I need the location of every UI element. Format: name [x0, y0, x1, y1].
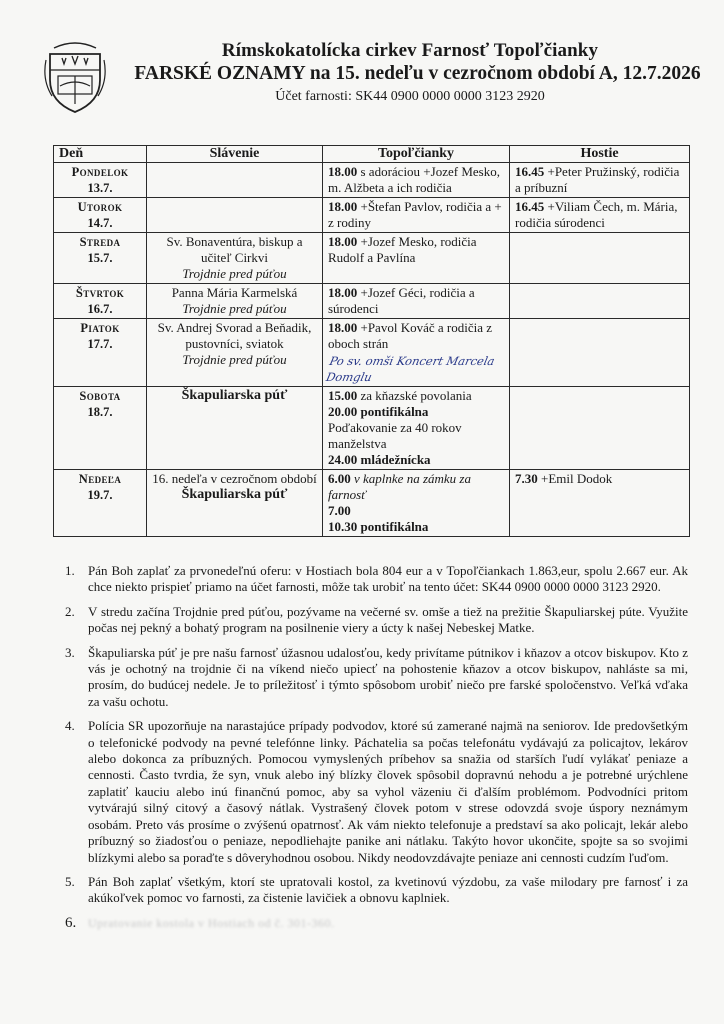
announcements-list	[60, 563, 688, 939]
celebration-cell	[147, 163, 323, 198]
mass-intention: +Viliam Čech, m. Mária, rodičia súrodenci	[515, 199, 678, 230]
celebration-text: Trojdnie pred púťou	[182, 352, 287, 367]
mass-intention: +Štefan Pavlov, rodičia a + z rodiny	[328, 199, 502, 230]
parish-title: Rímskokatolícka cirkev Farnosť Topoľčianky	[221, 40, 599, 61]
topolcianky-cell	[323, 198, 510, 233]
mass-time: 24.00 mládežnícka	[328, 452, 431, 467]
day-date: 13.7.	[87, 181, 113, 195]
celebration-text: Škapuliarska púť	[181, 388, 288, 403]
mass-time: 7.30	[515, 471, 538, 486]
mass-intention: +Jozef Géci, rodičia a súrodenci	[328, 285, 475, 316]
column-header-celebration: Slávenie	[147, 146, 323, 163]
announcement-text: Polícia SR upozorňuje na narastajúce prípady podvodov, ktoré sú zamerané najmä na seniorov. Ide predovšetkým o telefonické podvody na pevné telefónne linky. Páchatelia sa počas telefonátu vydávajú za policajtov, lekárov alebo dokonca za príbuzných. Pomocou vymyslených príbehov sa snažia od starších ľudí vylákať peniaze a cennosti. Často tvrdia, že syn, vnuk alebo iný blízky človek spôsobil dopravnú nehodu a je potrebné urýchlene zaplatiť kauciu alebo inú finančnú pomoc, aby sa vyhol väzeniu či ďalším problémom. Podvodníci pritom vytvárajú silný citový a časový nátlak. Vystrašený človek potom v strese odovzdá svoje úspory neznámym osobám. Preto vás prosíme o zvýšenú opatrnosť. Ak vám niekto telefonuje a predstaví sa ako policajt, lekár alebo príbuzný so žiadosťou o peniaze, nepodliehajte panike ani nátlaku. Takýto hovor ukončite, spojte sa so svojimi blízkymi alebo sa poraďte s dôveryhodnou osobou. Nikdy neodovzdávajte peniaze ani cennosti cudzím ľuďom.	[88, 718, 688, 865]
mass-intention: s adoráciou +Jozef Mesko, m. Alžbeta a ich rodičia	[328, 164, 500, 195]
mass-time: 15.00	[328, 388, 358, 403]
celebration-cell	[147, 470, 323, 537]
day-name: Utorok	[77, 200, 123, 214]
mass-time: 18.00	[328, 199, 358, 214]
day-cell	[54, 198, 147, 233]
mass-entry	[328, 420, 504, 452]
mass-entry	[328, 164, 504, 196]
schedule-row	[54, 284, 690, 319]
mass-entry	[328, 285, 504, 317]
announcement-text: Upratovanie kostola v Hostiach od č. 301-360.	[88, 915, 335, 930]
mass-intention: +Pavol Kováč a rodičia z oboch strán	[328, 320, 493, 351]
announcement-item	[60, 874, 688, 907]
day-name: Pondelok	[71, 165, 129, 179]
schedule-row	[54, 387, 690, 470]
announcement-number: 5.	[65, 873, 75, 889]
mass-time: 18.00	[328, 234, 358, 249]
column-header-hostie: Hostie	[510, 146, 690, 163]
mass-entry	[515, 199, 684, 231]
mass-entry	[515, 471, 684, 487]
mass-intention: za kňazské povolania	[357, 388, 472, 403]
celebration-cell	[147, 198, 323, 233]
mass-entry	[328, 452, 504, 468]
mass-entry	[328, 388, 504, 404]
announcement-text: Škapuliarska púť je pre našu farnosť úžasnou udalosťou, kedy privítame pútnikov i kňazov a otcov biskupov. Kto z vás je ochotný na trojdnie či na víkend niečo upiecť na pohostenie kňazov a otcov biskupov, nahláste sa mi, prosím, do budúcej nedele. Je to príležitosť i týmto spôsobom urobiť niečo pre farské spoločenstvo. Veľká vďaka za vašu ochotu.	[88, 644, 688, 709]
mass-intention: +Jozef Mesko, rodičia Rudolf a Pavlína	[328, 234, 477, 265]
day-date: 17.7.	[87, 337, 113, 351]
mass-entry	[328, 320, 504, 352]
day-date: 16.7.	[87, 302, 113, 316]
celebration-cell	[147, 387, 323, 470]
topolcianky-cell	[323, 319, 510, 387]
day-cell	[54, 387, 147, 470]
column-header-day: Deň	[54, 146, 147, 163]
announcement-number: 2.	[65, 603, 75, 619]
schedule-header-row	[54, 146, 690, 163]
announcement-text: Pán Boh zaplať všetkým, ktorí ste upratovali kostol, za kvetinovú výzdobu, za vaše milodary pre farnosť i za akúkoľvek pomoc vo farnosti, za čistenie lavičiek a obnovu kaplniek.	[88, 873, 688, 906]
bulletin-title: FARSKÉ OZNAMY na 15. nedeľu v cezročnom období A, 12.7.2026	[134, 63, 701, 84]
mass-entry	[515, 164, 684, 196]
day-name: Nedeľa	[78, 472, 122, 486]
announcement-item	[60, 563, 688, 596]
announcement-number: 3.	[65, 644, 75, 660]
day-cell	[54, 163, 147, 198]
mass-time: 18.00	[328, 164, 358, 179]
mass-entry	[328, 234, 504, 266]
announcement-number: 6.	[65, 914, 77, 931]
celebration-cell	[147, 284, 323, 319]
day-name: Štvrtok	[75, 286, 125, 300]
mass-time: 20.00 pontifikálna	[328, 404, 429, 419]
announcement-item	[60, 718, 688, 866]
topolcianky-cell	[323, 470, 510, 537]
day-name: Streda	[79, 235, 121, 249]
hostie-cell	[510, 198, 690, 233]
mass-time: 18.00	[328, 320, 358, 335]
celebration-text: Sv. Bonaventúra, biskup a učiteľ Cirkvi	[166, 234, 303, 265]
celebration-text: Trojdnie pred púťou	[182, 301, 287, 316]
mass-intention: +Peter Pružinský, rodičia a príbuzní	[515, 164, 680, 195]
day-cell	[54, 233, 147, 284]
announcement-text: Pán Boh zaplať za prvonedeľnú oferu: v Hostiach bola 804 eur a v Topoľčiankach 1.863,eur, spolu 2.667 eur. Ak chce niekto prispieť priamo na účet farnosti, môže tak urobiť na tento účet: SK44 0900 0000 0000 3123 2920.	[88, 563, 688, 595]
mass-intention: Poďakovanie za 40 rokov manželstva	[328, 420, 462, 451]
day-name: Piatok	[80, 321, 120, 335]
mass-intention: v kaplnke na zámku za farnosť	[328, 471, 471, 502]
topolcianky-cell	[323, 233, 510, 284]
announcement-text: V stredu začína Trojdnie pred púťou, pozývame na večerné sv. omše a tiež na prežitie Škapuliarskej púte. Využite počas nej pekný a bohatý program na posilnenie viery a úcty k našej Nebeskej Matke.	[88, 603, 688, 636]
mass-time: 16.45	[515, 164, 545, 179]
hostie-cell	[510, 387, 690, 470]
topolcianky-cell	[323, 163, 510, 198]
day-cell	[54, 284, 147, 319]
hostie-cell	[510, 470, 690, 537]
topolcianky-cell	[323, 387, 510, 470]
mass-time: 16.45	[515, 199, 545, 214]
mass-time: 6.00	[328, 471, 351, 486]
handwritten-note: Po sv. omši Koncert Marcela Domglu	[324, 354, 497, 384]
mass-time: 7.00	[328, 503, 351, 518]
schedule-table	[53, 145, 690, 537]
mass-entry	[328, 471, 504, 503]
day-date: 14.7.	[87, 216, 113, 230]
mass-entry	[328, 503, 504, 519]
column-header-topolcianky: Topoľčianky	[323, 146, 510, 163]
hostie-cell	[510, 163, 690, 198]
schedule-row	[54, 470, 690, 537]
schedule-row	[54, 319, 690, 387]
announcement-item	[60, 915, 688, 931]
hostie-cell	[510, 284, 690, 319]
mass-time: 10.30 pontifikálna	[328, 519, 429, 534]
celebration-cell	[147, 233, 323, 284]
celebration-text: Sv. Andrej Svorad a Beňadik, pustovníci, sviatok	[157, 320, 312, 351]
parish-account: Účet farnosti: SK44 0900 0000 0000 3123 2920	[275, 89, 545, 104]
hostie-cell	[510, 233, 690, 284]
celebration-text: 16. nedeľa v cezročnom období	[152, 471, 317, 486]
celebration-cell	[147, 319, 323, 387]
schedule-row	[54, 163, 690, 198]
mass-time: 18.00	[328, 285, 358, 300]
hostie-cell	[510, 319, 690, 387]
day-date: 19.7.	[87, 488, 113, 502]
mass-intention: +Emil Dodok	[537, 471, 613, 486]
announcement-item	[60, 604, 688, 637]
day-cell	[54, 319, 147, 387]
mass-entry	[328, 519, 504, 535]
day-date: 15.7.	[87, 251, 113, 265]
day-name: Sobota	[79, 389, 121, 403]
announcement-number: 1.	[65, 563, 75, 578]
announcement-item	[60, 645, 688, 711]
day-cell	[54, 470, 147, 537]
mass-entry	[328, 199, 504, 231]
parish-coat-of-arms-icon	[42, 40, 108, 114]
announcement-number: 4.	[65, 718, 75, 734]
topolcianky-cell	[323, 284, 510, 319]
schedule-row	[54, 198, 690, 233]
celebration-text: Trojdnie pred púťou	[182, 266, 287, 281]
day-date: 18.7.	[87, 405, 113, 419]
mass-entry	[328, 404, 504, 420]
schedule-row	[54, 233, 690, 284]
celebration-text: Panna Mária Karmelská	[171, 285, 298, 300]
celebration-text: Škapuliarska púť	[181, 487, 288, 502]
